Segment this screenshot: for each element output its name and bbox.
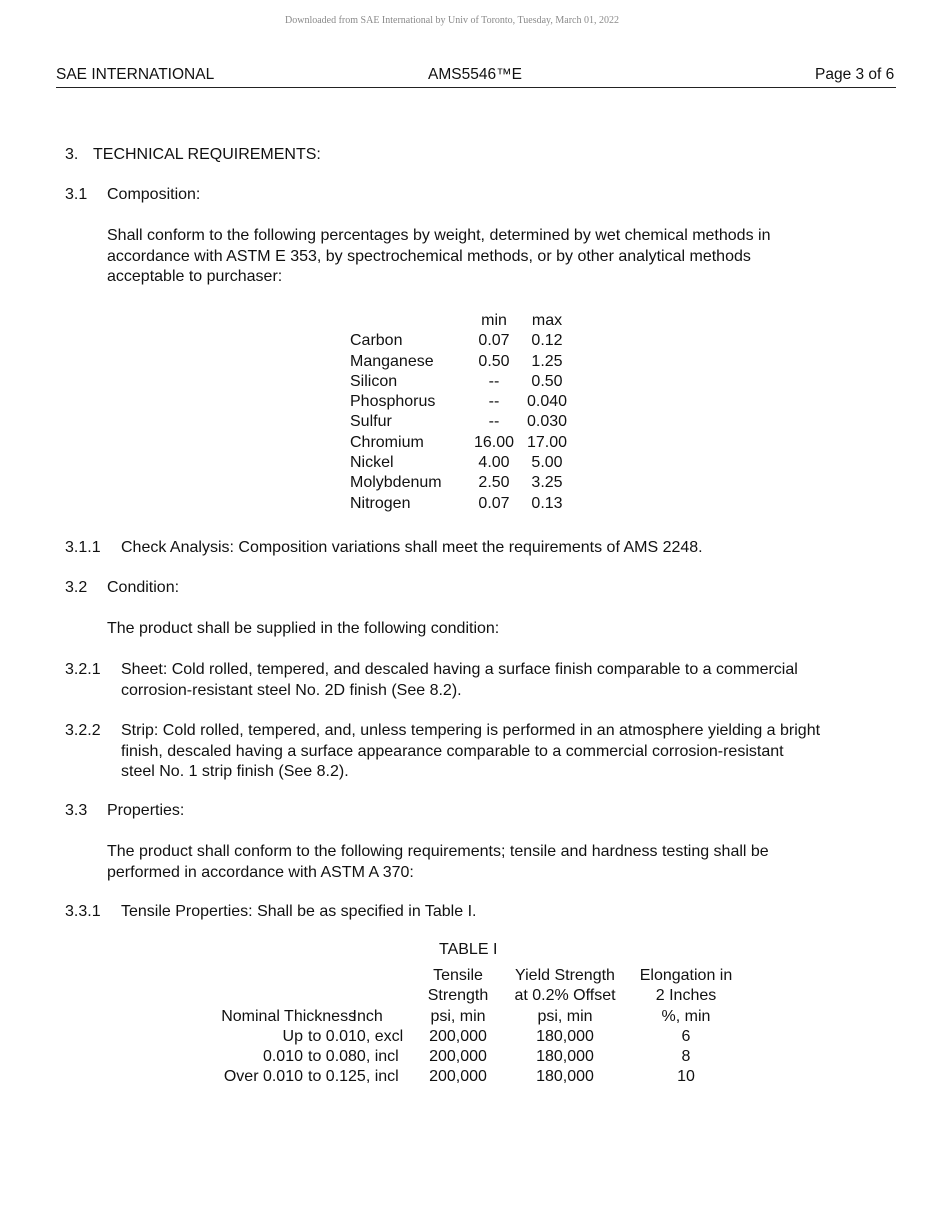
table-row	[200, 1027, 746, 1047]
header-line: 2 Inches	[655, 987, 717, 1005]
composition-header-element	[350, 311, 466, 331]
paragraph-line: steel No. 1 strip finish (See 8.2).	[121, 763, 349, 780]
paragraph-line: Shall conform to the following percentages by weight, determined by wet chemical methods in	[107, 227, 771, 244]
paragraph-line: Strip: Cold rolled, tempered, and, unless tempering is performed in an atmosphere yielding a bright	[121, 722, 821, 739]
thickness-cell	[200, 1047, 412, 1067]
element-name: Chromium	[350, 433, 424, 451]
element-max: 0.040	[526, 393, 568, 411]
element-min: 0.07	[478, 332, 510, 350]
table-row	[350, 473, 572, 493]
thickness-range: to 0.080, incl	[308, 1048, 399, 1066]
yield-value: 180,000	[536, 1027, 594, 1045]
element-min: --	[488, 393, 500, 411]
paragraph-line: accordance with ASTM E 353, by spectrochemical methods, or by other analytical methods	[107, 247, 751, 265]
element-name: Molybdenum	[350, 474, 442, 492]
table-row	[350, 453, 572, 473]
header-line: Nominal Thickness	[221, 1007, 357, 1025]
element-max: 0.030	[526, 413, 568, 431]
paragraph-line: performed in accordance with ASTM A 370:	[107, 863, 414, 881]
paragraph-line: acceptable to purchaser:	[107, 268, 283, 285]
element-max: 0.12	[531, 332, 563, 350]
header-page-number: Page 3 of 6	[815, 66, 895, 83]
element-min: 0.50	[478, 352, 510, 370]
element-name: Manganese	[350, 352, 434, 370]
header-line: Yield Strength	[515, 967, 615, 984]
tensile-properties-text: Tensile Properties: Shall be as specified in Table I.	[121, 903, 477, 920]
table-row	[350, 433, 572, 453]
header-elongation	[626, 966, 746, 1027]
header-line: Strength	[427, 987, 489, 1005]
tensile-value: 200,000	[429, 1048, 487, 1066]
tensile-value: 200,000	[429, 1068, 487, 1086]
header-nominal-thickness	[200, 966, 412, 1027]
element-min: --	[488, 413, 500, 431]
tensile-properties-table	[200, 966, 746, 1088]
header-line: Inch	[352, 1007, 383, 1025]
element-max: 0.13	[531, 494, 563, 512]
table-row	[350, 331, 572, 351]
yield-value: 180,000	[536, 1048, 594, 1066]
paragraph-line: corrosion-resistant steel No. 2D finish (See 8.2).	[121, 681, 462, 699]
section-3-3-1-number: 3.3.1	[65, 903, 101, 920]
table-header-row	[200, 966, 746, 1027]
table-row	[350, 494, 572, 514]
table-row	[350, 372, 572, 392]
header-line: psi, min	[537, 1007, 593, 1025]
section-3-3-title: Properties:	[107, 802, 185, 819]
element-name: Carbon	[350, 332, 403, 350]
thickness-lower: Over 0.010	[223, 1068, 303, 1086]
header-line: %, min	[661, 1007, 711, 1025]
section-3-number: 3.	[65, 146, 79, 163]
header-yield-strength	[504, 966, 626, 1027]
header-org: SAE INTERNATIONAL	[56, 66, 215, 83]
section-3-title: TECHNICAL REQUIREMENTS:	[93, 146, 321, 163]
element-max: 3.25	[531, 474, 563, 492]
element-name: Nickel	[350, 454, 394, 472]
thickness-lower: 0.010	[262, 1048, 303, 1066]
paragraph-line: The product shall conform to the following requirements; tensile and hardness testing shall be	[107, 843, 769, 860]
yield-value: 180,000	[536, 1068, 594, 1086]
thickness-lower: Up	[282, 1027, 303, 1045]
element-min: 2.50	[478, 474, 510, 492]
thickness-range: to 0.125, incl	[308, 1068, 399, 1086]
table-row	[200, 1047, 746, 1067]
elongation-value: 10	[677, 1068, 695, 1086]
header-line: psi, min	[430, 1007, 486, 1025]
element-name: Sulfur	[350, 413, 392, 431]
check-analysis-text: Check Analysis: Composition variations shall meet the requirements of AMS 2248.	[121, 539, 703, 556]
element-name: Phosphorus	[350, 393, 436, 411]
composition-intro-paragraph	[107, 226, 770, 288]
paragraph-line: Sheet: Cold rolled, tempered, and descaled having a surface finish comparable to a commercial	[121, 661, 798, 678]
table-caption: TABLE I	[439, 941, 498, 958]
section-3-1-title: Composition:	[107, 186, 201, 203]
table-row	[350, 392, 572, 412]
element-max: 0.50	[531, 372, 563, 390]
tensile-value: 200,000	[429, 1027, 487, 1045]
composition-header-max: max	[531, 312, 563, 329]
element-min: 0.07	[478, 494, 510, 512]
section-3-2-number: 3.2	[65, 579, 88, 596]
thickness-range: to 0.010, excl	[308, 1027, 404, 1045]
table-row	[200, 1067, 746, 1087]
condition-intro-text: The product shall be supplied in the following condition:	[107, 620, 500, 637]
composition-header-min: min	[481, 312, 507, 329]
thickness-cell	[200, 1067, 412, 1087]
element-name: Silicon	[350, 372, 398, 390]
element-max: 1.25	[531, 352, 563, 370]
composition-header-row	[350, 311, 572, 331]
properties-intro-paragraph	[107, 842, 769, 883]
section-3-1-1-number: 3.1.1	[65, 539, 101, 556]
header-rule	[56, 87, 896, 88]
header-line: at 0.2% Offset	[514, 987, 616, 1005]
section-3-2-1-number: 3.2.1	[65, 661, 101, 678]
elongation-value: 6	[681, 1027, 691, 1045]
sheet-condition-paragraph	[121, 660, 798, 701]
composition-table	[350, 311, 572, 514]
paragraph-line: finish, descaled having a surface appearance comparable to a commercial corrosion-resistant	[121, 742, 784, 760]
element-min: 16.00	[473, 433, 515, 451]
element-min: 4.00	[478, 454, 510, 472]
header-line: Elongation in	[639, 967, 733, 984]
table-row	[350, 352, 572, 372]
element-max: 5.00	[531, 454, 563, 472]
section-3-2-title: Condition:	[107, 579, 180, 596]
element-max: 17.00	[526, 433, 568, 451]
header-doc-id: AMS5546™E	[428, 66, 522, 83]
thickness-cell	[200, 1027, 412, 1047]
header-line: Tensile	[433, 967, 483, 984]
element-name: Nitrogen	[350, 494, 411, 512]
header-tensile-strength	[412, 966, 504, 1027]
section-3-2-2-number: 3.2.2	[65, 722, 101, 739]
table-row	[350, 412, 572, 432]
element-min: --	[488, 372, 500, 390]
elongation-value: 8	[681, 1048, 691, 1066]
download-watermark: Downloaded from SAE International by Univ of Toronto, Tuesday, March 01, 2022	[285, 15, 619, 26]
section-3-1-number: 3.1	[65, 186, 88, 203]
strip-condition-paragraph	[121, 721, 820, 783]
section-3-3-number: 3.3	[65, 802, 88, 819]
